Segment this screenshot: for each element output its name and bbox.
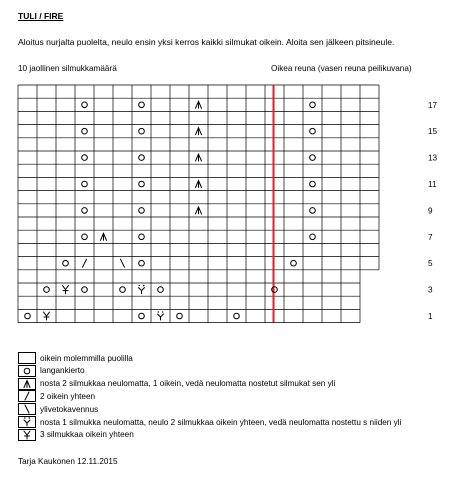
legend-text: nosta 1 silmukka neulomatta, neulo 2 silmukkaa oikein yhteen, vedä neulomatta nostettu s niiden yli: [40, 417, 402, 427]
row-number: 15: [428, 127, 438, 137]
k2tog-icon: [83, 259, 87, 267]
legend-symbol-box: [18, 416, 36, 428]
legend-text: 3 silmukkaa oikein yhteen: [40, 430, 134, 440]
yarn-over-icon: [139, 260, 145, 266]
legend-symbol-box: [18, 390, 36, 402]
intro-text: Aloitus nurjalta puolelta, neulo ensin yksi kerros kaikki silmukat oikein. Aloita sen jälkeen pitsineule.: [18, 37, 395, 47]
legend-symbol-box: [18, 403, 36, 415]
k3tog-icon: [44, 312, 50, 320]
yarn-over-icon: [234, 313, 240, 319]
double-decrease-icon: [24, 380, 30, 387]
yarn-over-icon: [139, 181, 145, 187]
yarn-over-icon: [291, 260, 297, 266]
double-decrease-icon: [196, 101, 202, 108]
row-number: 7: [428, 232, 433, 242]
yarn-over-icon: [25, 313, 31, 319]
yarn-over-icon: [82, 128, 88, 134]
legend-item: [18, 365, 85, 377]
sk2p-icon: [158, 311, 164, 320]
row-number: 17: [428, 100, 438, 110]
legend-symbol-box: [18, 365, 36, 377]
sk2p-icon: [24, 417, 30, 426]
legend-symbol-box: [18, 378, 36, 390]
yarn-over-icon: [44, 287, 50, 293]
row-number: 1: [428, 312, 433, 321]
yarn-over-icon: [139, 102, 145, 108]
legend-symbol-box: [18, 429, 36, 441]
yarn-over-icon: [24, 368, 30, 374]
row-number: 5: [428, 259, 433, 269]
yarn-over-icon: [82, 181, 88, 187]
legend-item: [18, 416, 401, 428]
sk2p-icon: [139, 285, 145, 294]
yarn-over-icon: [310, 155, 316, 161]
page-title: TULI / FIRE: [18, 11, 64, 21]
k2tog-icon: [25, 392, 29, 400]
yarn-over-icon: [139, 208, 145, 214]
legend-text: nosta 2 silmukkaa neulomatta, 1 oikein, vedä neulomatta nostetut silmukat sen yli: [40, 379, 336, 389]
legend-text: 2 oikein yhteen: [40, 391, 96, 401]
legend-item: [18, 352, 133, 364]
yarn-over-icon: [139, 234, 145, 240]
legend-item: [18, 429, 134, 441]
double-decrease-icon: [196, 207, 202, 214]
yarn-over-icon: [139, 128, 145, 134]
yarn-over-icon: [177, 313, 183, 319]
yarn-over-icon: [139, 313, 145, 319]
yarn-over-icon: [82, 287, 88, 293]
author-date: Tarja Kaukonen 12.11.2015: [18, 457, 118, 466]
stitch-repeat-label: 10 jaollinen silmukkamäärä: [18, 64, 117, 73]
yarn-over-icon: [310, 181, 316, 187]
row-number: 11: [428, 180, 437, 189]
edge-label: Oikea reuna (vasen reuna peilikuvana): [271, 64, 412, 73]
yarn-over-icon: [310, 234, 316, 240]
yarn-over-icon: [310, 208, 316, 214]
yarn-over-icon: [82, 234, 88, 240]
legend-item: [18, 403, 98, 415]
yarn-over-icon: [310, 128, 316, 134]
row-number: 9: [428, 206, 433, 216]
yarn-over-icon: [63, 260, 69, 266]
yarn-over-icon: [139, 155, 145, 161]
row-number: 13: [428, 153, 438, 163]
ssk-decrease-icon: [25, 405, 29, 413]
yarn-over-icon: [82, 155, 88, 161]
row-number: 3: [428, 285, 433, 295]
yarn-over-icon: [82, 208, 88, 214]
double-decrease-icon: [196, 154, 202, 161]
k3tog-icon: [63, 286, 69, 294]
legend-text: oikein molemmilla puolilla: [40, 353, 133, 363]
yarn-over-icon: [120, 287, 126, 293]
legend-text: ylivetokavennus: [40, 404, 99, 414]
double-decrease-icon: [196, 181, 202, 188]
legend-item: [18, 378, 335, 390]
double-decrease-icon: [196, 128, 202, 135]
yarn-over-icon: [158, 287, 164, 293]
legend-text: langankierto: [40, 366, 85, 376]
double-decrease-icon: [101, 233, 107, 240]
legend-symbol-box: [18, 352, 36, 364]
ssk-decrease-icon: [121, 259, 125, 267]
legend-item: [18, 390, 95, 402]
k3tog-icon: [24, 431, 30, 439]
yarn-over-icon: [82, 102, 88, 108]
yarn-over-icon: [310, 102, 316, 108]
